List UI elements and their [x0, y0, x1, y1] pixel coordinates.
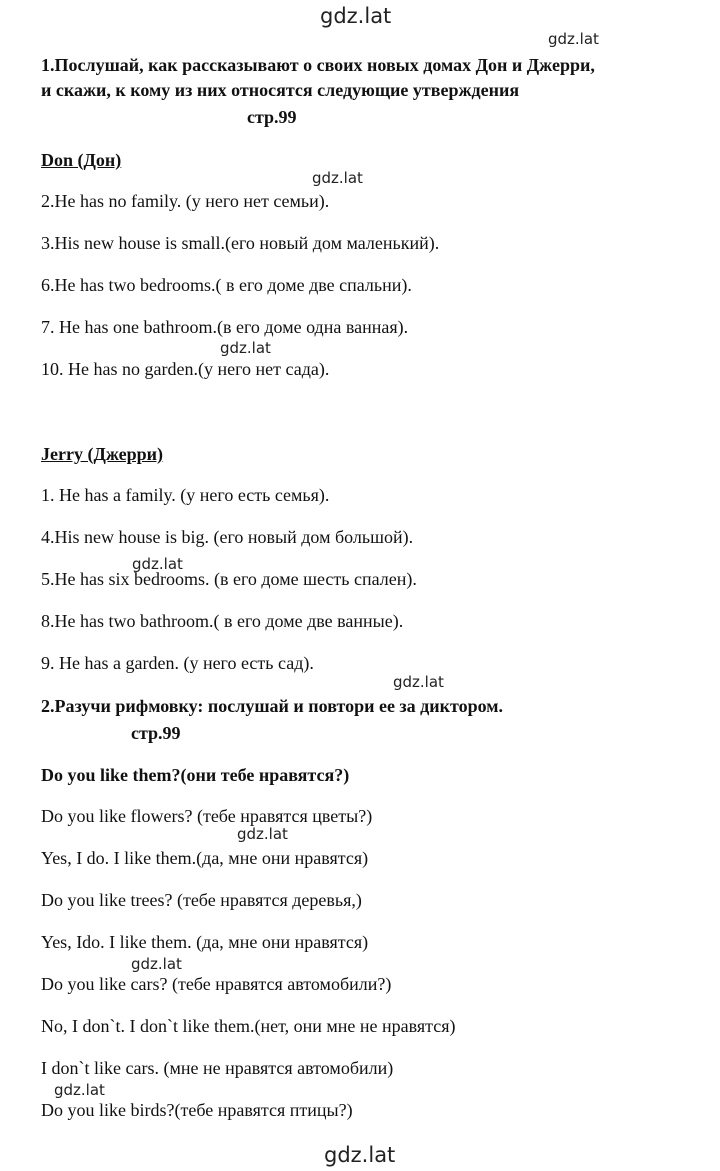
don-item: 6.He has two bedrooms.( в его доме две спальни).	[41, 275, 412, 295]
poem-line: Yes, Ido. I like them. (да, мне они нравятся)	[41, 932, 369, 952]
poem-line: Do you like flowers? (тебе нравятся цветы?)	[41, 806, 373, 826]
poem-line: Yes, I do. I like them.(да, мне они нравятся)	[41, 848, 369, 868]
poem-title: Do you like them?(они тебе нравятся?)	[41, 765, 350, 785]
don-item: 3.His new house is small.(его новый дом маленький).	[41, 233, 440, 253]
watermark: gdz.lat	[132, 555, 183, 573]
don-heading: Don (Дон)	[41, 150, 122, 170]
watermark: gdz.lat	[131, 955, 182, 973]
jerry-heading: Jerry (Джерри)	[41, 444, 164, 464]
jerry-item: 4.His new house is big. (его новый дом большой).	[41, 527, 414, 547]
poem-line: Do you like birds?(тебе нравятся птицы?)	[41, 1100, 353, 1120]
jerry-item: 1. He has a family. (у него есть семья).	[41, 485, 330, 505]
watermark: gdz.lat	[548, 30, 599, 48]
watermark: gdz.lat	[393, 673, 444, 691]
watermark: gdz.lat	[312, 169, 363, 187]
task1-page: стр.99	[247, 107, 297, 127]
poem-line: Do you like trees? (тебе нравятся деревья,)	[41, 890, 362, 910]
watermark: gdz.lat	[237, 825, 288, 843]
watermark: gdz.lat	[54, 1081, 105, 1099]
don-item: 2.He has no family. (у него нет семьи).	[41, 191, 330, 211]
jerry-item: 9. He has a garden. (у него есть сад).	[41, 653, 314, 673]
poem-line: No, I don`t. I don`t like them.(нет, они мне не нравятся)	[41, 1016, 456, 1036]
jerry-item: 8.He has two bathroom.( в его доме две ванные).	[41, 611, 404, 631]
task2-page: стр.99	[131, 723, 181, 743]
watermark-bottom: gdz.lat	[324, 1143, 396, 1167]
poem-line: I don`t like cars. (мне не нравятся автомобили)	[41, 1058, 394, 1078]
task1-title-line2: и скажи, к кому из них относятся следующие утверждения	[41, 80, 520, 100]
task2-title: 2.Разучи рифмовку: послушай и повтори ее за диктором.	[41, 696, 504, 716]
don-item: 7. He has one bathroom.(в его доме одна ванная).	[41, 317, 409, 337]
poem-line: Do you like cars? (тебе нравятся автомобили?)	[41, 974, 392, 994]
task1-title-line1: 1.Послушай, как рассказывают о своих новых домах Дон и Джерри,	[41, 55, 595, 75]
watermark-top: gdz.lat	[320, 4, 392, 28]
watermark: gdz.lat	[220, 339, 271, 357]
jerry-item: 5.He has six bedrooms. (в его доме шесть спален).	[41, 569, 417, 589]
don-item: 10. He has no garden.(у него нет сада).	[41, 359, 330, 379]
